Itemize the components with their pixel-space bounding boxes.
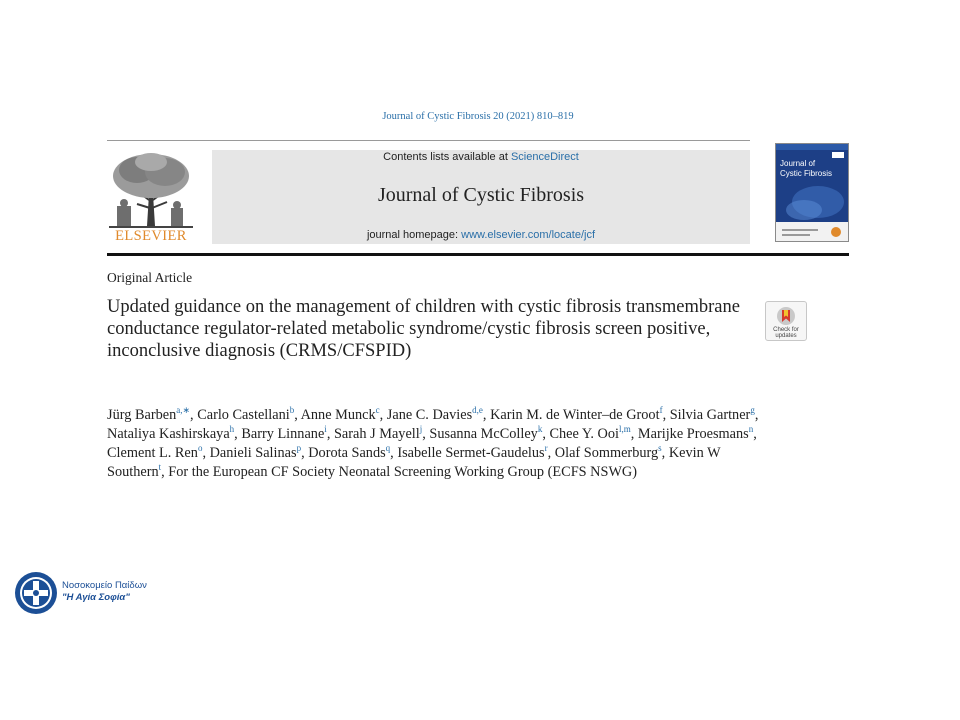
cover-title-line-2: Cystic Fibrosis <box>780 169 833 178</box>
article-type: Original Article <box>107 270 193 285</box>
author-entry <box>555 445 662 461</box>
hospital-name <box>62 580 147 604</box>
author-name[interactable]: Marijke Proesmans <box>637 426 749 442</box>
author-name[interactable]: Kevin W Southern <box>107 445 721 480</box>
affiliation-marker[interactable]: r <box>544 443 548 454</box>
affiliation-marker[interactable]: p <box>296 443 302 454</box>
author-name[interactable]: Clement L. Ren <box>107 445 198 461</box>
hospital-name-line-1: Νοσοκομείο Παίδων <box>62 580 147 591</box>
author-name[interactable]: Jane C. Davies <box>386 407 473 423</box>
author-name[interactable]: Olaf Sommerburg <box>554 445 659 461</box>
homepage-prefix: journal homepage: <box>366 229 462 241</box>
affiliation-marker[interactable]: o <box>197 443 203 454</box>
journal-citation: Journal of Cystic Fibrosis 20 (2021) 810–819 <box>382 111 574 122</box>
affiliation-marker[interactable]: a,∗ <box>176 405 191 416</box>
author-entry <box>197 407 294 423</box>
author-name[interactable]: Danieli Salinas <box>209 445 297 461</box>
author-entry <box>107 407 190 423</box>
contents-prefix: Contents lists available at <box>383 151 511 163</box>
author-entry <box>210 445 301 461</box>
author-entry <box>301 407 380 423</box>
author-list: Jürg Barben$^{a,∗}$, Carlo Castellani$^b$, Anne Munck$^c$, Jane C. Davies$^{d,e}$, Karin M. de Winter–de Groot$^f$, Silvia Gartner$^g$, Nataliya Kashirskaya$^h$, Barry Linnane$^i$, Sarah J Mayell$^j$, Susanna McColley$^k$, Chee Y. Ooi$^{l,m}$, Marijke Proesmans$^n$, Clement L. Ren$^o$, Danieli Salinas$^p$, Dorota Sands$^q$, Isabelle Sermet-Gaudelus$^r$, Olaf Sommerburg$^s$, Kevin W Southern$^t$, For the European CF Society Neonatal Screening Working Group (ECFS NSWG) <box>107 405 759 480</box>
affiliation-marker[interactable]: j <box>419 424 423 435</box>
affiliation-marker[interactable]: l,m <box>618 424 631 435</box>
author-name[interactable]: Nataliya Kashirskaya <box>107 426 230 442</box>
author-name[interactable]: Dorota Sands <box>308 445 386 461</box>
affiliation-marker[interactable]: i <box>324 424 327 435</box>
affiliation-marker[interactable]: b <box>289 405 295 416</box>
homepage-line <box>212 229 750 241</box>
author-entry <box>308 445 390 461</box>
homepage-link[interactable]: www.elsevier.com/locate/jcf <box>461 229 596 241</box>
affiliation-marker[interactable]: k <box>537 424 543 435</box>
author-name[interactable]: Isabelle Sermet-Gaudelus <box>397 445 545 461</box>
affiliation-marker[interactable]: g <box>750 405 755 416</box>
affiliation-marker[interactable]: h <box>229 424 235 435</box>
working-group: For the European CF Society Neonatal Screening Working Group (ECFS NSWG) <box>168 464 638 480</box>
author-name[interactable]: Susanna McColley <box>429 426 538 442</box>
author-name[interactable]: Anne Munck <box>300 407 376 423</box>
author-name[interactable]: Barry Linnane <box>241 426 325 442</box>
check-for-updates-button[interactable] <box>765 301 807 341</box>
cover-title-line-1: Journal of <box>780 159 816 168</box>
author-name[interactable]: Silvia Gartner <box>669 407 751 423</box>
author-name[interactable]: Carlo Castellani <box>197 407 290 423</box>
affiliation-marker[interactable]: n <box>748 424 754 435</box>
sciencedirect-link[interactable]: ScienceDirect <box>510 151 579 163</box>
affiliation-marker[interactable]: s <box>658 443 662 454</box>
affiliation-marker[interactable]: t <box>158 462 162 473</box>
hospital-name-line-2: "Η Αγία Σοφία" <box>62 592 130 603</box>
article-title: Updated guidance on the management of children with cystic fibrosis transmembrane conductance regulator-related metabolic syndrome/cystic fibrosis screen positive, inconclusive diagnosis (CRMS/CFSPID) <box>107 297 740 361</box>
contents-line <box>212 151 750 163</box>
affiliation-marker[interactable]: c <box>375 405 380 416</box>
author-entry <box>397 445 547 461</box>
header-thick-rule <box>107 253 849 256</box>
header-divider <box>107 140 750 141</box>
author-entry <box>334 426 422 442</box>
elsevier-wordmark: ELSEVIER <box>115 228 187 244</box>
author-entry <box>638 426 753 442</box>
check-for-updates-label: Check for updates <box>773 327 799 339</box>
author-entry <box>490 407 663 423</box>
author-name[interactable]: Jürg Barben <box>107 407 177 423</box>
author-entry <box>549 426 630 442</box>
author-entry <box>429 426 542 442</box>
affiliation-marker[interactable]: d,e <box>472 405 483 416</box>
journal-banner <box>212 150 750 244</box>
hospital-emblem-icon <box>13 570 59 616</box>
author-entry <box>241 426 326 442</box>
journal-name: Journal of Cystic Fibrosis <box>377 184 585 206</box>
author-name[interactable]: Karin M. de Winter–de Groot <box>490 407 660 423</box>
bookmark-icon <box>776 306 796 326</box>
affiliation-marker[interactable]: q <box>385 443 391 454</box>
author-entry <box>670 407 755 423</box>
author-name[interactable]: Sarah J Mayell <box>333 426 420 442</box>
author-entry <box>107 426 234 442</box>
author-entry <box>107 445 202 461</box>
author-name[interactable]: Chee Y. Ooi <box>549 426 619 442</box>
journal-cover-thumbnail <box>775 143 849 242</box>
affiliation-marker[interactable]: f <box>659 405 663 416</box>
author-entry <box>387 407 483 423</box>
